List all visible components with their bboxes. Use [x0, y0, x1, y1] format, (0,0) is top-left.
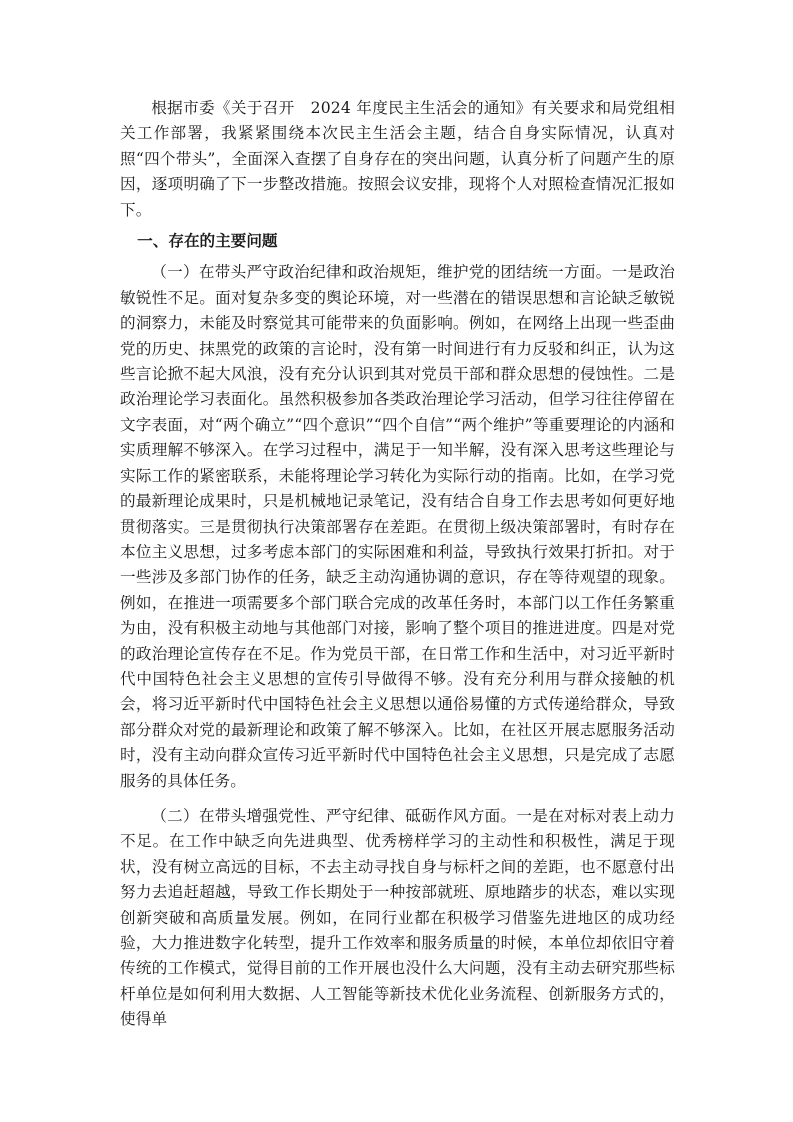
- paragraph-political-discipline: （一）在带头严守政治纪律和政治规矩，维护党的团结统一方面。一是政治敏锐性不足。面对复杂多变的舆论环境，对一些潜在的错误思想和言论缺乏敏锐的洞察力，未能及时察觉其可能带来的负面影响。例如，在网络上出现一些歪曲党的历史、抹黑党的政策的言论时，没有第一时间进行有力反驳和纠正，认为这些言论掀不起大风浪，没有充分认识到其对党员干部和群众思想的侵蚀性。二是政治理论学习表面化。虽然积极参加各类政治理论学习活动，但学习往往停留在文字表面，对“两个确立”“四个意识”“四个自信”“两个维护”等重要理论的内涵和实质理解不够深入。在学习过程中，满足于一知半解，没有深入思考这些理论与实际工作的紧密联系，未能将理论学习转化为实际行动的指南。比如，在学习党的最新理论成果时，只是机械地记录笔记，没有结合自身工作去思考如何更好地贯彻落实。三是贯彻执行决策部署存在差距。在贯彻上级决策部署时，有时存在本位主义思想，过多考虑本部门的实际困难和利益，导致执行效果打折扣。对于一些涉及多部门协作的任务，缺乏主动沟通协调的意识，存在等待观望的现象。例如，在推进一项需要多个部门联合完成的改革任务时，本部门以工作任务繁重为由，没有积极主动地与其他部门对接，影响了整个项目的推进进度。四是对党的政治理论宣传存在不足。作为党员干部，在日常工作和生活中，对习近平新时代中国特色社会主义思想的宣传引导做得不够。没有充分利用与群众接触的机会，将习近平新时代中国特色社会主义思想以通俗易懂的方式传递给群众，导致部分群众对党的最新理论和政策了解不够深入。比如，在社区开展志愿服务活动时，没有主动向群众宣传习近平新时代中国特色社会主义思想，只是完成了志愿服务的具体任务。: [120, 263, 675, 790]
- intro-paragraph: 根据市委《关于召开 2024 年度民主生活会的通知》有关要求和局党组相关工作部署，我紧紧围绕本次民主生活会主题，结合自身实际情况，认真对照“四个带头”，全面深入查摆了自身存在的突出问题，认真分析了问题产生的原因，逐项明确了下一步整改措施。按照会议安排，现将个人对照检查情况汇报如下。: [120, 99, 675, 219]
- paragraph-party-spirit: （二）在带头增强党性、严守纪律、砥砺作风方面。一是在对标对表上动力不足。在工作中缺乏向先进典型、优秀榜样学习的主动性和积极性，满足于现状，没有树立高远的目标，不去主动寻找自身与标杆之间的差距，也不愿意付出努力去追赶超越，导致工作长期处于一种按部就班、原地踏步的状态，难以实现创新突破和高质量发展。例如，在同行业都在积极学习借鉴先进地区的成功经验，大力推进数字化转型，提升工作效率和服务质量的时候，本单位却依旧守着传统的工作模式，觉得目前的工作开展也没什么大问题，没有主动去研究那些标杆单位是如何利用大数据、人工智能等新技术优化业务流程、创新服务方式的，使得单: [120, 806, 675, 1029]
- document-page: [120, 96, 675, 1033]
- section-heading-main-problems: 一、存在的主要问题: [137, 232, 278, 251]
